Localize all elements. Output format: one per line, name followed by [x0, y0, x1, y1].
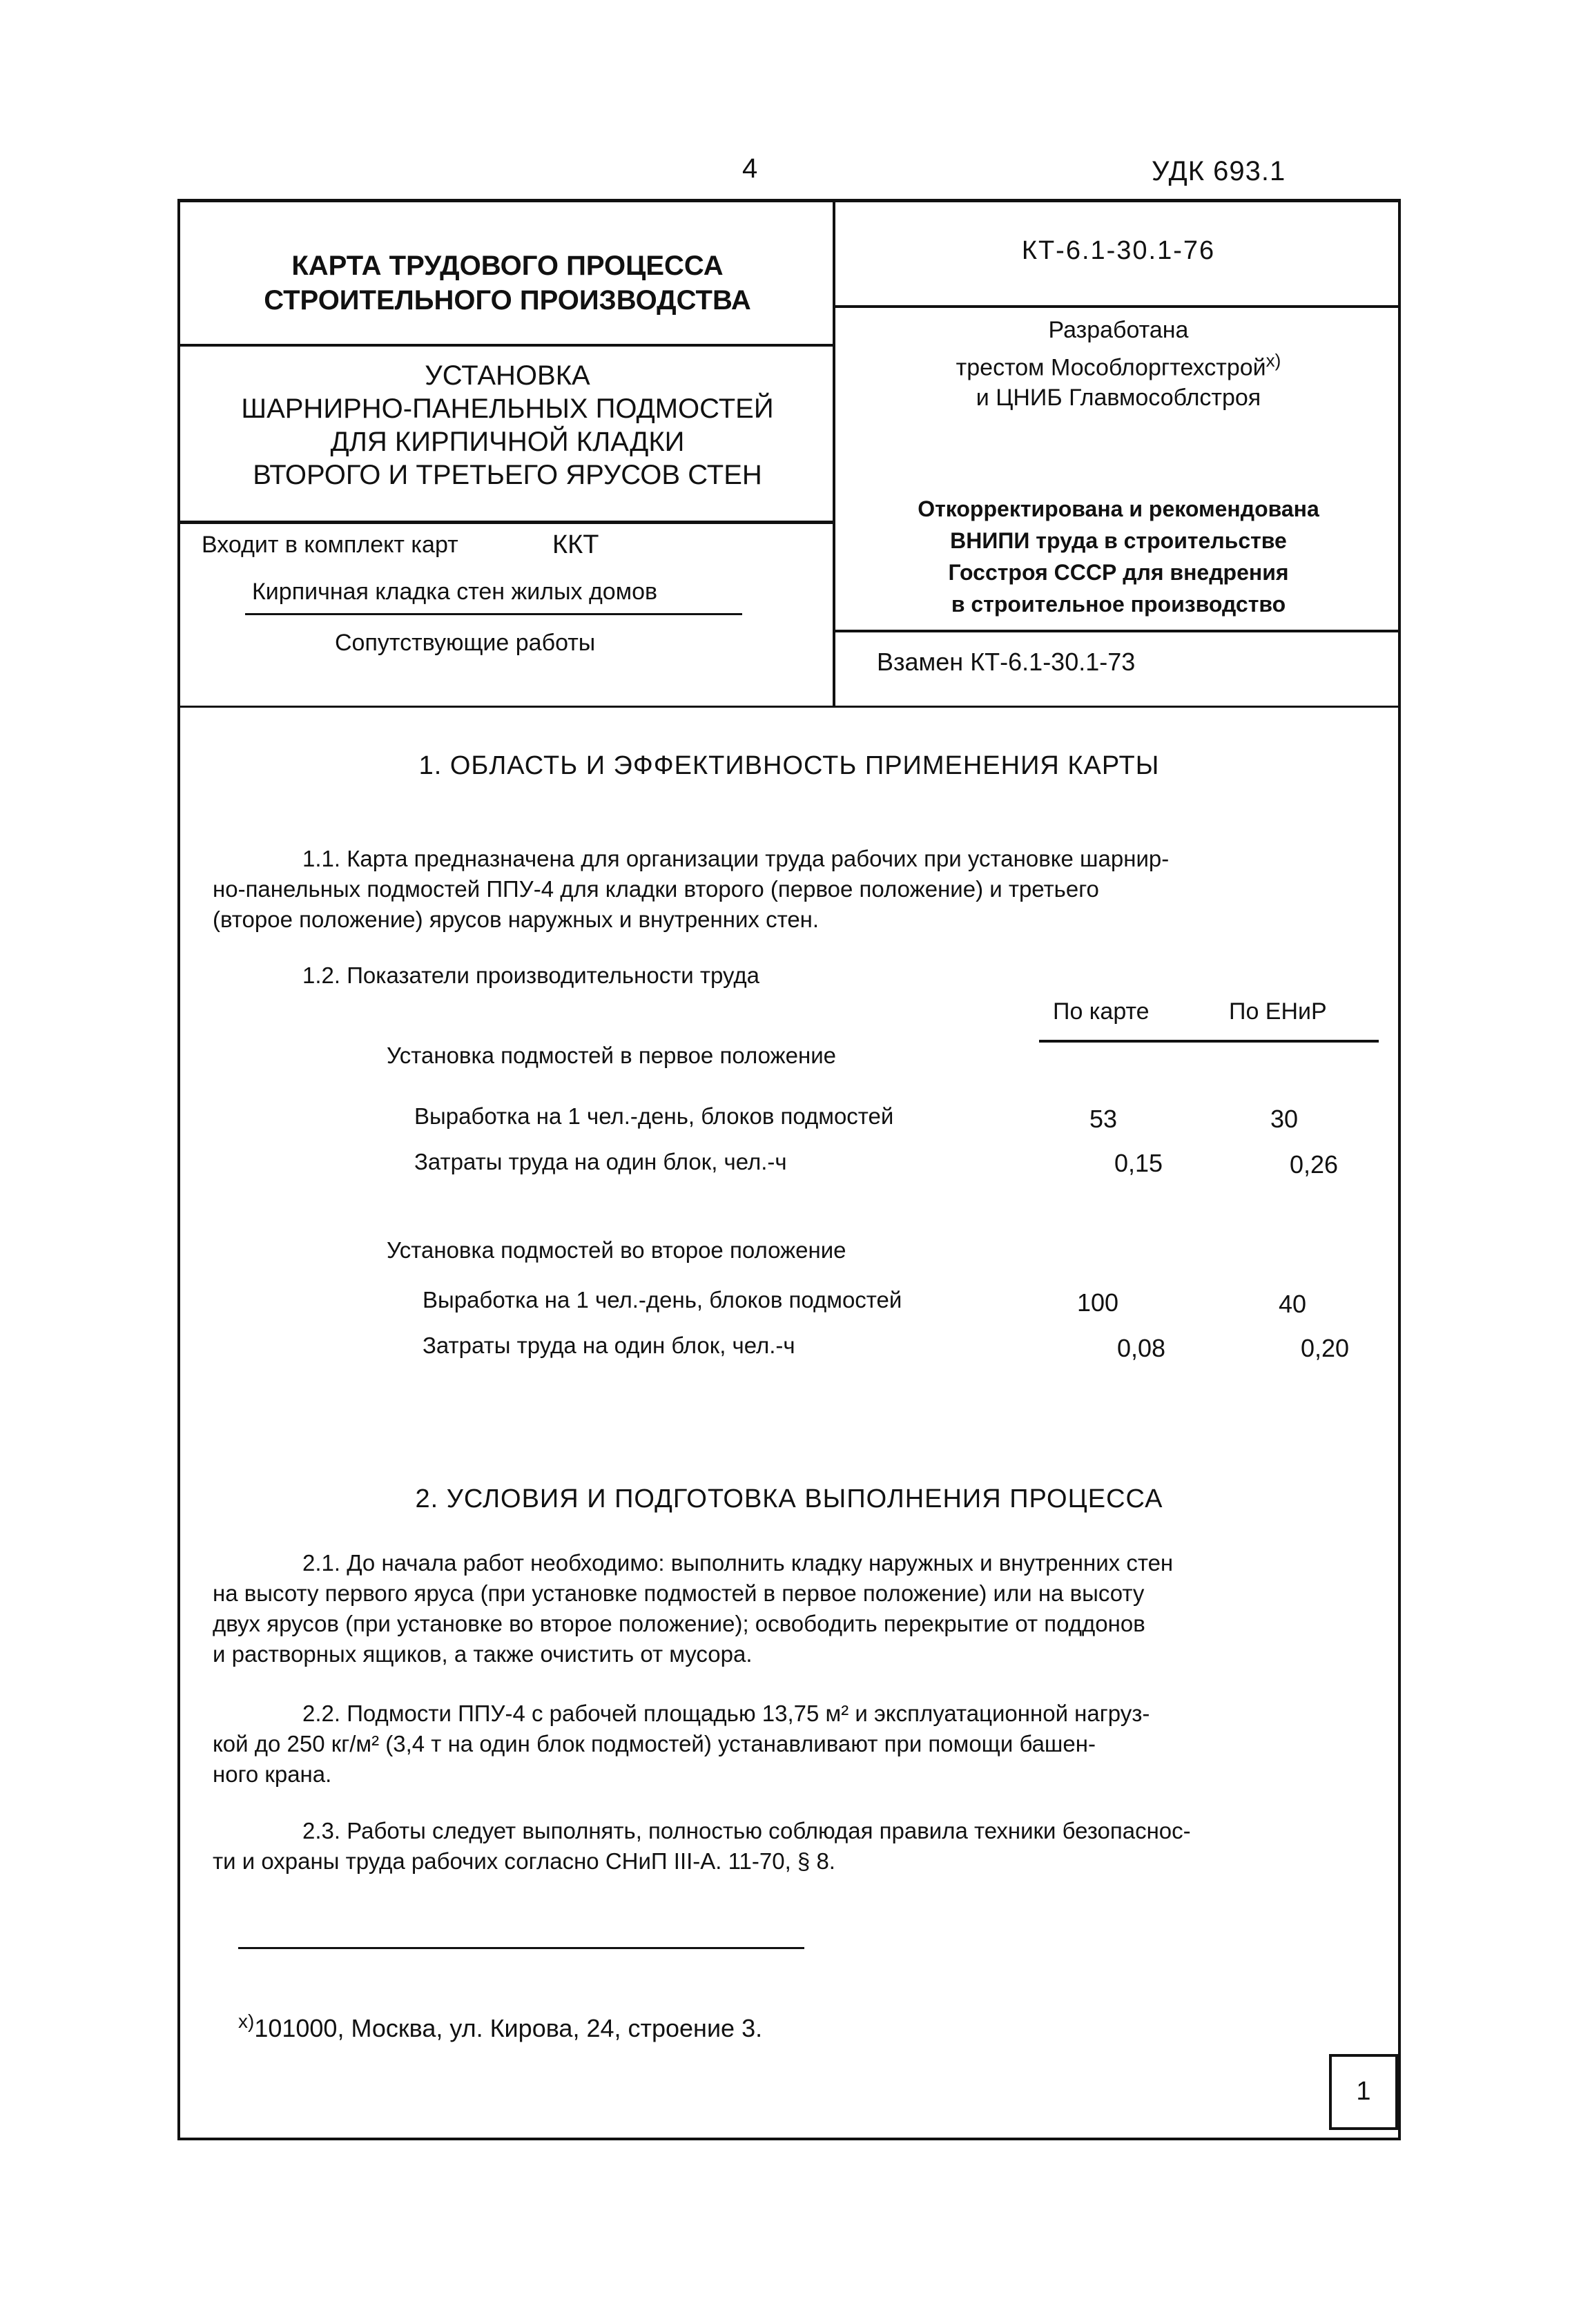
card-subject-line: ШАРНИРНО-ПАНЕЛЬНЫХ ПОДМОСТЕЙ	[241, 394, 774, 424]
footnote	[238, 2011, 762, 2043]
footnote-text: 101000, Москва, ул. Кирова, 24, строение 3.	[254, 2014, 763, 2042]
paragraph-line: 2.1. До начала работ необходимо: выполнить кладку наружных и внутренних стен	[302, 1550, 1174, 1576]
paragraph-2-1	[213, 1548, 1400, 1669]
recommended-line: в строительное производство	[951, 592, 1286, 617]
paragraph-line: двух ярусов (при установке во второе положение); освободить перекрытие от поддонов	[213, 1611, 1145, 1636]
paragraph-line: но-панельных подмостей ППУ-4 для кладки второго (первое положение) и третьего	[213, 876, 1099, 902]
row-label: Затраты труда на один блок, чел.-ч	[423, 1333, 795, 1358]
header-divider-right-1	[833, 305, 1399, 308]
value-enir: 40	[1279, 1290, 1307, 1318]
recommended-line: ВНИПИ труда в строительстве	[950, 528, 1287, 553]
developed-by	[842, 315, 1395, 413]
card-subject	[200, 359, 815, 492]
value-card: 0,08	[1117, 1334, 1166, 1362]
header-divider-left-1	[177, 344, 835, 347]
header-divider-left-2	[177, 521, 835, 524]
developed-line-with-mark	[842, 345, 1395, 383]
section-1-heading: 1. ОБЛАСТЬ И ЭФФЕКТИВНОСТЬ ПРИМЕНЕНИЯ КАРТЫ	[418, 751, 1160, 780]
paragraph-2-3	[213, 1816, 1400, 1877]
developed-line: трестом Мособлоргтехстрой	[956, 354, 1266, 381]
paragraph-line: 1.1. Карта предназначена для организации труда рабочих при установке шарнир-	[302, 846, 1170, 871]
value-card: 53	[1089, 1105, 1118, 1133]
paragraph-2-2	[213, 1698, 1400, 1790]
page-number: 4	[742, 153, 758, 184]
card-subject-line: УСТАНОВКА	[425, 360, 590, 391]
value-card: 0,15	[1114, 1149, 1163, 1177]
set-item: Кирпичная кладка стен жилых домов	[252, 579, 658, 605]
recommended-line: Откорректирована и рекомендована	[918, 496, 1319, 521]
column-header-rule	[1039, 1040, 1379, 1043]
paragraph-line: кой до 250 кг/м² (3,4 т на один блок подмостей) устанавливают при помощи башен-	[213, 1731, 1096, 1756]
card-title	[200, 249, 815, 318]
card-code: КТ-6.1-30.1-76	[1021, 236, 1216, 265]
header-divider-right-2	[833, 630, 1399, 632]
header-bottom-rule	[177, 706, 1399, 708]
set-item-underline	[245, 613, 742, 615]
value-enir: 0,20	[1301, 1334, 1350, 1362]
paragraph-line: ного крана.	[213, 1761, 332, 1787]
udk-code: УДК 693.1	[1152, 156, 1286, 186]
paragraph-1-1	[213, 844, 1386, 935]
group-title: Установка подмостей во второе положение	[387, 1237, 846, 1263]
value-card: 100	[1077, 1288, 1119, 1317]
paragraph-line: (второе положение) ярусов наружных и внутренних стен.	[213, 907, 820, 932]
set-label: Входит в комплект карт	[202, 532, 458, 558]
card-title-line: КАРТА ТРУДОВОГО ПРОЦЕССА	[291, 251, 724, 281]
paragraph-line: 2.3. Работы следует выполнять, полностью соблюдая правила техники безопаснос-	[302, 1818, 1191, 1843]
replaces-card: Взамен КТ-6.1-30.1-73	[877, 648, 1136, 676]
paragraph-line: ти и охраны труда рабочих согласно СНиП III-А. 11-70, § 8.	[213, 1848, 835, 1874]
card-subject-line: ВТОРОГО И ТРЕТЬЕГО ЯРУСОВ СТЕН	[253, 460, 762, 490]
row-label: Затраты труда на один блок, чел.-ч	[414, 1149, 787, 1174]
recommended-line: Госстроя СССР для внедрения	[948, 560, 1289, 585]
developed-line: Разработана	[1048, 317, 1189, 343]
row-label: Выработка на 1 чел.-день, блоков подмостей	[423, 1287, 902, 1313]
row-label: Выработка на 1 чел.-день, блоков подмостей	[414, 1103, 894, 1129]
column-header-card: По карте	[1053, 998, 1150, 1025]
developed-footnote-mark: x)	[1266, 350, 1281, 371]
footnote-rule	[238, 1947, 804, 1949]
related-works: Сопутствующие работы	[335, 630, 596, 656]
corner-sheet-number: 1	[1329, 2054, 1398, 2130]
group-title: Установка подмостей в первое положение	[387, 1043, 836, 1068]
developed-line: и ЦНИБ Главмособлстроя	[976, 385, 1261, 411]
paragraph-1-2: 1.2. Показатели производительности труда	[302, 962, 760, 988]
section-2-heading: 2. УСЛОВИЯ И ПОДГОТОВКА ВЫПОЛНЕНИЯ ПРОЦЕССА	[415, 1484, 1163, 1513]
paragraph-line: на высоту первого яруса (при установке подмостей в первое положение) или на высоту	[213, 1580, 1145, 1606]
paragraph-line: и растворных ящиков, а также очистить от мусора.	[213, 1641, 753, 1667]
footnote-mark: x)	[238, 2011, 255, 2032]
recommended-by	[842, 493, 1395, 620]
card-subject-line: ДЛЯ КИРПИЧНОЙ КЛАДКИ	[330, 427, 685, 457]
value-enir: 30	[1270, 1105, 1299, 1133]
column-header-enir: По ЕНиР	[1229, 998, 1327, 1025]
card-title-line: СТРОИТЕЛЬНОГО ПРОИЗВОДСТВА	[264, 285, 751, 316]
paragraph-line: 2.2. Подмости ППУ-4 с рабочей площадью 13,75 м² и эксплуатационной нагруз-	[302, 1701, 1150, 1726]
value-enir: 0,26	[1290, 1150, 1339, 1179]
set-value: ККТ	[552, 530, 599, 559]
